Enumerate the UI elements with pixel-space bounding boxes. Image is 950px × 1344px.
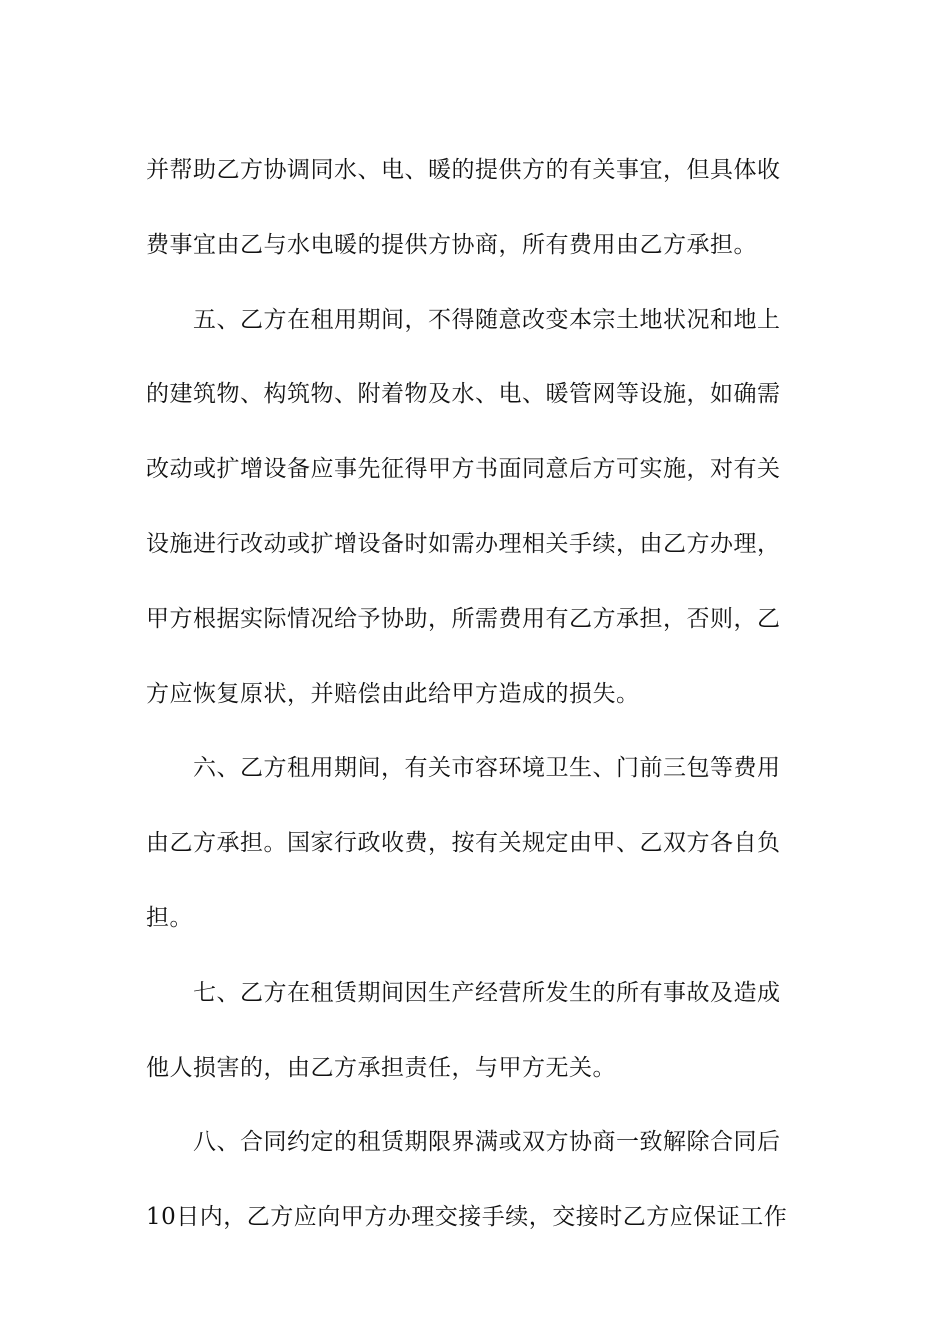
text-line: 10日内，乙方应向甲方办理交接手续，交接时乙方应保证工作 bbox=[146, 1204, 788, 1231]
text-line: 的建筑物、构筑物、附着物及水、电、暖管网等设施，如确需 bbox=[146, 381, 781, 408]
text-line: 方应恢复原状，并赔偿由此给甲方造成的损失。 bbox=[146, 680, 640, 707]
text-line: 甲方根据实际情况给予协助，所需费用有乙方承担，否则，乙 bbox=[146, 605, 781, 632]
text-line: 他人损害的，由乙方承担责任，与甲方无关。 bbox=[146, 1054, 616, 1081]
text-line: 由乙方承担。国家行政收费，按有关规定由甲、乙双方各自负 bbox=[146, 830, 781, 857]
text-line: 改动或扩增设备应事先征得甲方书面同意后方可实施，对有关 bbox=[146, 456, 781, 483]
text-line: 担。 bbox=[146, 904, 193, 931]
text-line: 设施进行改动或扩增设备时如需办理相关手续，由乙方办理， bbox=[146, 530, 781, 557]
clause-6-start: 六、乙方租用期间，有关市容环境卫生、门前三包等费用 bbox=[193, 755, 781, 782]
clause-5-start: 五、乙方在租用期间，不得随意改变本宗土地状况和地上 bbox=[193, 306, 781, 333]
clause-7-start: 七、乙方在租赁期间因生产经营所发生的所有事故及造成 bbox=[193, 979, 781, 1006]
clause-8-start: 八、合同约定的租赁期限界满或双方协商一致解除合同后 bbox=[193, 1129, 781, 1156]
text-line: 并帮助乙方协调同水、电、暖的提供方的有关事宜，但具体收 bbox=[146, 157, 781, 183]
text-line: 费事宜由乙与水电暖的提供方协商，所有费用由乙方承担。 bbox=[146, 231, 757, 258]
contract-text bbox=[146, 133, 806, 1255]
